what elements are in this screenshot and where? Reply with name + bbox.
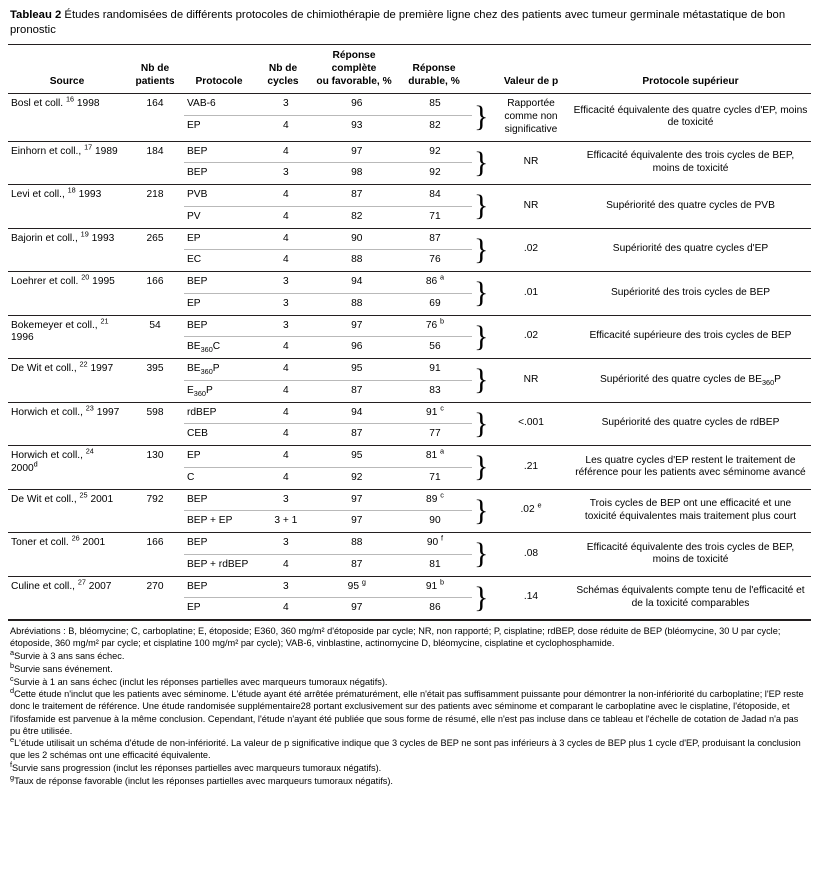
cell-pvalue: .02 [523,330,539,342]
cell-cycles: 4 [256,185,316,206]
cell-response: 96 [351,341,363,353]
cell-protocol: BEP [187,167,208,179]
cell-patients: 598 [146,406,164,418]
table-title-text: Études randomisées de différents protocoles de chimiothérapie de première ligne chez des patients avec tumeur germinale métastatique de bon pronostic [10,9,786,37]
cell-pvalue: .02 [523,243,539,255]
cell-source: Loehrer et coll. $^{20}$ 1995 [11,272,115,288]
cell-protocol: BEP + rdBEP [187,558,249,570]
arms-table [184,446,472,489]
cell-durable: 91 [398,359,472,380]
col-source: Source [8,45,126,94]
cell-patients: 166 [146,276,164,288]
cell-protocol: PV [187,210,201,222]
cell-durable: 76 [429,254,441,266]
cell-patients: 265 [146,232,164,244]
footnote-item [10,688,809,737]
cell-response: 97 [316,142,398,163]
cell-response: 87 [351,428,363,440]
arm-row [184,490,472,511]
footnote-text: Survie sans progression (inclut les réponses partielles avec marqueurs tumoraux négatifs). [12,763,382,774]
footnote-marker: g [10,772,15,782]
cell-durable: 92 [398,142,472,163]
cell-durable: 87 [398,229,472,250]
cell-protocol: C [187,471,195,483]
header-row [8,45,811,94]
cell-arms [184,228,472,272]
cell-superior-protocol: Supériorité des trois cycles de BEP [610,286,771,298]
cell-protocol: $BE_{360}P$ [184,359,256,380]
table-row [8,185,811,229]
table-row [8,228,811,272]
arm-row [184,206,472,227]
footnote-item [10,660,809,675]
brace-icon: } [474,537,489,571]
cell-protocol: $BE_{360}C$ [187,341,221,355]
arm-row [184,554,472,575]
cell-cycles: 4 [256,229,316,250]
cell-protocol: EP [184,229,256,250]
footnote-item [10,762,809,774]
cell-source: Bokemeyer et coll., $^{21}$ 1996 [11,316,109,344]
arms-table [184,272,472,315]
cell-cycles: 4 [282,602,289,614]
brace-icon: } [474,363,489,397]
cell-cycles: 3 [282,167,289,179]
cell-arms [184,315,472,359]
arms-table [184,94,472,137]
cell-protocol: PVB [184,185,256,206]
table-row [8,315,811,359]
table-row [8,576,811,620]
cell-durable: 76 $^b$ [398,316,472,337]
cell-protocol: BEP [184,533,256,554]
cell-superior-protocol: Les quatre cycles d'EP restent le traitement de référence pour les patients avec séminome avancé [575,454,806,479]
table-row [8,272,811,316]
arms-table [184,229,472,272]
cell-pvalue: NR [523,199,539,211]
cell-response: 88 [316,533,398,554]
cell-patients: 184 [146,145,164,157]
cell-cycles: 4 [282,428,289,440]
studies-table [8,45,811,620]
cell-response: 97 [316,316,398,337]
cell-protocol: EP [184,446,256,467]
cell-patients: 270 [146,580,164,592]
arm-row [184,424,472,445]
cell-source: Bosl et coll. $^{16}$ 1998 [11,94,100,110]
cell-protocol: rdBEP [184,403,256,424]
arm-row [184,94,472,115]
cell-durable: 89 $^c$ [398,490,472,511]
cell-source: Levi et coll., $^{18}$ 1993 [11,185,102,201]
cell-cycles: 4 [256,446,316,467]
brace-icon: } [474,189,489,223]
cell-protocol: BEP [184,577,256,598]
cell-durable: 77 [429,428,441,440]
footnote-marker: e [10,735,15,745]
brace-icon: } [474,580,489,614]
abbrev-text: B, bléomycine; C, carboplatine; E, étoposide; E360, 360 mg/m² d'étoposide par cycle; NR, non rapporté; P, cisplatine; rdBEP, dose réduite de BEP (bléomycine, 30 U par cycle; étoposide, 360 mg/m² par cycle; et cisplatine 100 mg/m² par cycle); VAB-6, vinblastine, actinomycine D, bléomycine, cisplatine et cyclophosphamide. [10,626,781,649]
cell-pvalue: Rapportée comme non significative [504,98,558,135]
cell-cycles: 4 [282,471,289,483]
brace-icon: } [474,493,489,527]
cell-patients: 164 [146,98,164,110]
cell-protocol: EP [187,602,201,614]
cell-arms [184,141,472,185]
cell-cycles: 3 [256,490,316,511]
table-row [8,533,811,577]
cell-arms [184,185,472,229]
arm-row [184,142,472,163]
cell-cycles: 4 [282,384,289,396]
cell-durable: 81 $^a$ [398,446,472,467]
cell-cycles: 4 [282,254,289,266]
cell-pvalue: .21 [523,460,539,472]
cell-cycles: 3 [282,297,289,309]
cell-response: 97 [351,515,363,527]
cell-response: 87 [316,185,398,206]
footnote-text: Survie à 1 an sans échec (inclut les réponses partielles avec marqueurs tumoraux négatifs). [13,676,388,687]
cell-cycles: 4 [282,120,289,132]
cell-arms [184,94,472,141]
cell-protocol: BEP + EP [187,515,233,527]
cell-pvalue: .02 $^e$ [520,501,542,516]
cell-durable: 90 $^f$ [398,533,472,554]
col-pvalue: Valeur de p [492,45,570,94]
cell-cycles: 3 [256,94,316,115]
cell-response: 96 [316,94,398,115]
cell-response: 90 [316,229,398,250]
cell-cycles: 4 [256,142,316,163]
cell-protocol: EC [187,254,202,266]
cell-response: 95 [316,359,398,380]
cell-cycles: 3 [256,316,316,337]
cell-durable: 86 [429,602,441,614]
cell-pvalue: NR [523,156,539,168]
table-caption [8,6,811,44]
arms-table [184,490,472,533]
brace-icon: } [474,276,489,310]
footnotes [8,621,811,789]
cell-patients: 792 [146,493,164,505]
cell-arms [184,402,472,446]
footnote-marker: f [10,760,13,770]
cell-response: 87 [351,384,363,396]
brace-icon: } [474,232,489,266]
col-brace [472,45,492,94]
footnote-list [10,650,809,787]
footnote-marker: c [10,673,14,683]
cell-durable: 83 [429,384,441,396]
cell-arms [184,533,472,577]
cell-patients: 130 [146,450,164,462]
brace-icon: } [474,406,489,440]
table-row [8,359,811,403]
cell-protocol: EP [187,120,201,132]
cell-response: 88 [351,254,363,266]
cell-superior-protocol: Efficacité supérieure des trois cycles de BEP [589,330,792,342]
cell-durable: 91 $^c$ [398,403,472,424]
cell-arms [184,489,472,533]
table-row [8,402,811,446]
arm-row [184,359,472,380]
arm-row [184,185,472,206]
cell-superior-protocol: Supériorité des quatre cycles de $BE_{360}P$ [600,373,781,387]
cell-superior-protocol: Schémas équivalents compte tenu de l'efficacité et de la toxicité comparables [576,585,805,609]
cell-arms [184,272,472,316]
footnote-abbreviations [10,625,809,649]
cell-pvalue: .08 [523,547,539,559]
cell-response: 98 [351,167,363,179]
table-head [8,45,811,94]
cell-durable: 69 [429,297,441,309]
brace-icon: } [474,100,489,134]
cell-source: Culine et coll., $^{27}$ 2007 [11,577,112,592]
table-row [8,489,811,533]
cell-durable: 90 [429,515,441,527]
arms-table [184,142,472,185]
cell-response: 95 [316,446,398,467]
col-durable: Réponse durable, % [396,45,472,94]
table-row [8,141,811,185]
arm-row [184,533,472,554]
cell-arms [184,359,472,403]
arm-row [184,250,472,271]
cell-superior-protocol: Efficacité équivalente des trois cycles de BEP, moins de toxicité [586,150,795,174]
footnote-text: Cette étude n'inclut que les patients avec séminome. L'étude ayant été arrêtée prématurément, elle n'était pas suffisamment puissante pour démontrer la non-infériorité du carboplatine; l'EP reste donc le traitement de référence. Une étude randomisée supplémentaire28 portant exclusivement sur des patients avec séminome et comparant le carboplatine avec le cisplatine, l'étoposide, et l'ifosfamide est parvenue à la même conclusion. Cependant, l'étude n'ayant été publiée que sous forme de résumé, elle n'est pas incluse dans ce tableau et l'échelle de cotation de Jadad n'a pas pu être utilisée. [10,689,804,736]
footnote-item [10,772,809,787]
cell-patients: 218 [146,189,164,201]
arm-row [184,272,472,293]
cell-response: 95 $^g$ [316,577,398,598]
cell-cycles: 3 + 1 [274,515,298,527]
cell-cycles: 4 [282,558,289,570]
cell-cycles: 3 [256,272,316,293]
footnote-marker: a [10,648,15,658]
cell-response: 97 [316,490,398,511]
cell-cycles: 4 [282,210,289,222]
arm-row [184,577,472,598]
cell-durable: 85 [398,94,472,115]
col-protocol: Protocole [184,45,254,94]
cell-response: 82 [351,210,363,222]
arm-row [184,293,472,314]
cell-superior-protocol: Efficacité équivalente des trois cycles de BEP, moins de toxicité [586,541,795,566]
cell-response: 92 [351,471,363,483]
footnote-marker: d [10,686,15,696]
cell-superior-protocol: Supériorité des quatre cycles d'EP [612,243,769,255]
footnote-item [10,673,809,688]
cell-source: De Wit et coll., $^{25}$ 2001 [11,490,114,505]
cell-pvalue: .01 [523,286,539,298]
col-superior: Protocole supérieur [570,45,811,94]
table-number: Tableau 2 [10,9,62,21]
arm-row [184,229,472,250]
cell-response: 94 [316,403,398,424]
cell-durable: 86 $^a$ [398,272,472,293]
arms-table [184,316,472,359]
footnote-text: L'étude utilisait un schéma d'étude de non-infériorité. La valeur de p significative indique que 3 cycles de BEP ne sont pas inférieurs à 3 cycles de BEP plus 1 cycle d'EP, produisant la conclusion que les 2 schémas ont une efficacité équivalente. [10,738,801,761]
cell-source: Horwich et coll., $^{23}$ 1997 [11,403,120,418]
cell-cycles: 4 [282,341,289,353]
cell-protocol: CEB [187,428,208,440]
cell-cycles: 3 [256,533,316,554]
brace-icon: } [474,319,489,353]
cell-source: Horwich et coll., $^{24}$ 2000$^d$ [11,446,94,474]
cell-source: Bajorin et coll., $^{19}$ 1993 [11,229,115,244]
arm-row [184,380,472,401]
cell-protocol: $E_{360}P$ [187,384,213,398]
cell-pvalue: <.001 [518,417,544,429]
footnote-text: Taux de réponse favorable (inclut les réponses partielles avec marqueurs tumoraux négatifs). [14,775,393,786]
cell-protocol: BEP [184,316,256,337]
cell-response: 97 [351,602,363,614]
cell-pvalue: NR [523,373,539,385]
cell-response: 93 [351,120,363,132]
cell-cycles: 4 [256,403,316,424]
arm-row [184,116,472,137]
col-patients: Nb de patients [126,45,184,94]
cell-patients: 54 [149,319,161,331]
cell-durable: 84 [398,185,472,206]
arm-row [184,467,472,488]
cell-protocol: BEP [184,272,256,293]
arms-table [184,359,472,402]
cell-durable: 82 [429,120,441,132]
arms-table [184,403,472,446]
arm-row [184,446,472,467]
cell-durable: 71 [429,471,441,483]
footnote-text: Survie à 3 ans sans échec. [14,651,125,662]
abbrev-label: Abréviations : [10,626,66,637]
cell-superior-protocol: Supériorité des quatre cycles de rdBEP [601,417,780,429]
footnote-item [10,650,809,662]
cell-protocol: EP [187,297,201,309]
cell-cycles: 4 [256,359,316,380]
table-body [8,94,811,620]
footnote-marker: b [10,660,15,670]
col-response: Réponse complète ou favorable, % [312,45,396,94]
arm-row [184,163,472,184]
cell-source: Einhorn et coll., $^{17}$ 1989 [11,142,118,157]
arm-row [184,403,472,424]
cell-durable: 92 [429,167,441,179]
arms-table [184,533,472,576]
cell-response: 87 [351,558,363,570]
cell-protocol: BEP [184,142,256,163]
cell-arms [184,576,472,620]
cell-patients: 395 [146,363,164,375]
cell-protocol: VAB-6 [184,94,256,115]
cell-durable: 56 [429,341,441,353]
arm-row [184,337,472,358]
table-row [8,94,811,141]
cell-superior-protocol: Trois cycles de BEP ont une efficacité et une toxicité équivalentes mais traitement plus court [584,498,797,522]
cell-source: Toner et coll. $^{26}$ 2001 [11,533,106,549]
cell-superior-protocol: Supériorité des quatre cycles de PVB [606,199,775,211]
cell-response: 88 [351,297,363,309]
footnote-text: Survie sans événement. [14,663,113,674]
col-cycles: Nb de cycles [254,45,312,94]
brace-icon: } [474,450,489,484]
arm-row [184,598,472,619]
arm-row [184,316,472,337]
arms-table [184,577,472,620]
cell-durable: 71 [429,210,441,222]
cell-pvalue: .14 [523,591,539,603]
arm-row [184,511,472,532]
cell-arms [184,446,472,490]
cell-patients: 166 [146,537,164,549]
cell-protocol: BEP [184,490,256,511]
cell-source: De Wit et coll., $^{22}$ 1997 [11,359,114,375]
cell-superior-protocol: Efficacité équivalente des quatre cycles d'EP, moins de toxicité [573,104,808,129]
brace-icon: } [474,145,489,179]
arms-table [184,185,472,228]
footnote-item [10,737,809,761]
table-row [8,446,811,490]
cell-durable: 81 [429,558,441,570]
cell-cycles: 3 [256,577,316,598]
cell-durable: 91 $^b$ [398,577,472,598]
cell-response: 94 [316,272,398,293]
